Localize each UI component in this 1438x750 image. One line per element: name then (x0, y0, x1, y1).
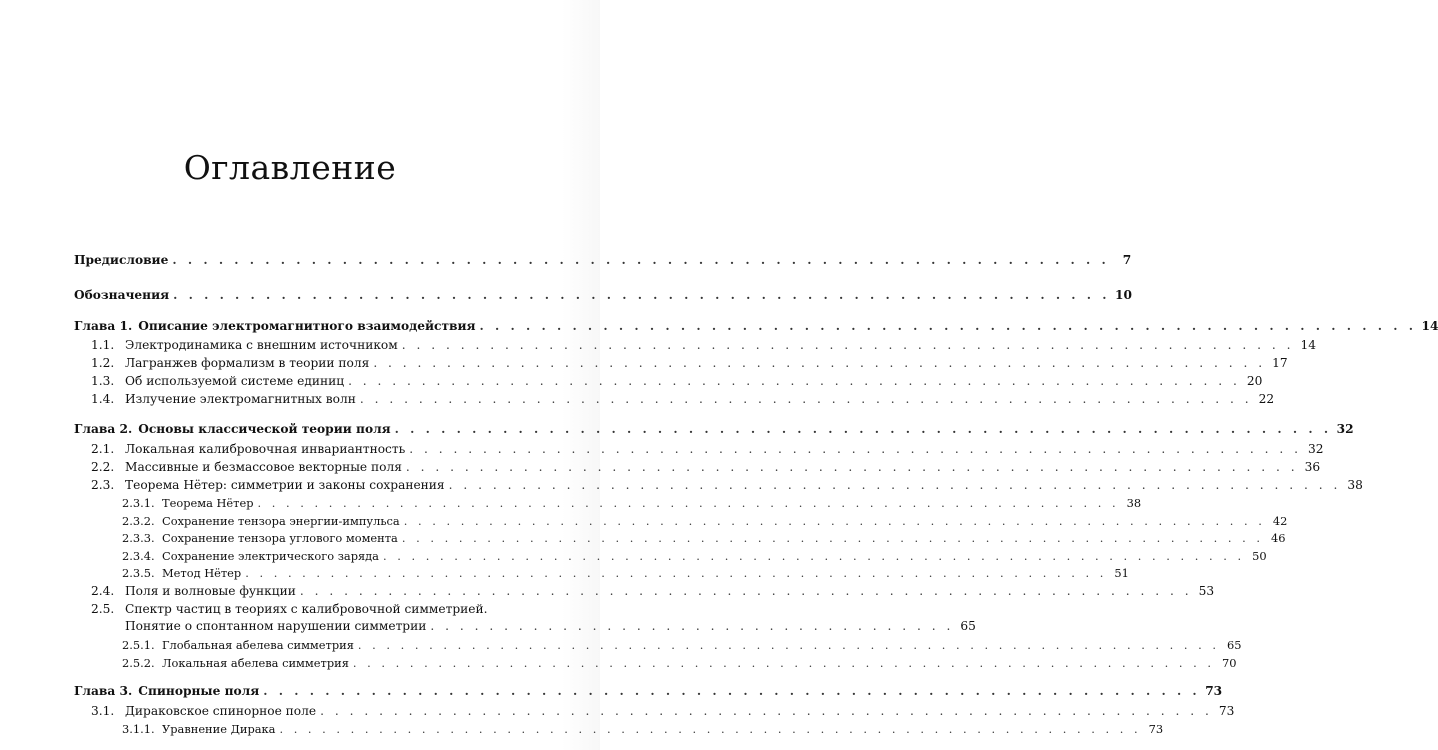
section-number: 1.4. (91, 392, 115, 406)
leader-dots (259, 684, 1204, 698)
toc-page: 36 (1304, 460, 1321, 474)
toc-label: Лагранжев формализм в теории поля (125, 356, 370, 370)
leader-dots (369, 356, 1269, 370)
toc-label: Обозначения (74, 288, 170, 302)
subsection-number: 2.5.2. (122, 656, 155, 670)
toc-label-line-2: Понятие о спонтанном нарушении симметрии (125, 619, 427, 633)
toc-page: 38 (1347, 478, 1363, 492)
toc-label: Уравнение Дирака (162, 722, 276, 736)
page-title: Оглавление (183, 148, 397, 187)
toc-page: 10 (1115, 288, 1133, 302)
leader-dots (344, 374, 1244, 388)
toc-section-3-1[interactable] (91, 704, 1235, 718)
section-number: 2.1. (91, 442, 115, 456)
toc-page: 50 (1252, 549, 1267, 563)
leader-dots (354, 638, 1224, 652)
toc-label: Основы классической теории поля (138, 422, 391, 436)
toc-section-1-3[interactable] (91, 374, 1263, 388)
toc-subsection-2-3-1[interactable] (122, 496, 1142, 510)
section-number: 3.1. (91, 704, 115, 718)
toc-page: 46 (1270, 531, 1286, 545)
toc-chapter-2[interactable] (74, 422, 1354, 436)
leader-dots (168, 253, 1113, 267)
toc-label-line-2-row (125, 619, 976, 633)
toc-label: Дираковское спинорное поле (125, 704, 317, 718)
chapter-number: Глава 3. (74, 684, 133, 698)
leader-dots (398, 338, 1298, 352)
toc-label: Глобальная абелева симметрия (162, 638, 354, 652)
leader-dots (426, 619, 958, 633)
toc-page: 32 (1336, 422, 1354, 436)
toc-section-2-3[interactable] (91, 478, 1363, 492)
leader-dots (254, 496, 1124, 510)
toc-page: 70 (1222, 656, 1237, 670)
toc-page: 51 (1114, 566, 1129, 580)
toc-label: Спинорные поля (138, 684, 260, 698)
subsection-number: 2.3.5. (122, 566, 155, 580)
leader-dots (400, 514, 1270, 528)
toc-label: Локальная калибровочная инвариантность (125, 442, 406, 456)
toc-label: Описание электромагнитного взаимодействия (138, 319, 476, 333)
leader-dots (241, 566, 1111, 580)
toc-page: 42 (1272, 514, 1288, 528)
toc-label: Электродинамика с внешним источником (125, 338, 398, 352)
toc-section-2-2[interactable] (91, 460, 1321, 474)
subsection-number: 2.3.3. (122, 531, 155, 545)
toc-label: Об используемой системе единиц (125, 374, 345, 388)
toc-page: 14 (1421, 319, 1438, 333)
toc-page: 38 (1126, 496, 1142, 510)
leader-dots (402, 460, 1302, 474)
toc-page: 53 (1198, 584, 1215, 598)
leader-dots (169, 288, 1114, 302)
section-number: 1.1. (91, 338, 115, 352)
toc-subsection-2-3-4[interactable] (122, 549, 1267, 563)
toc-label: Поля и волновые функции (125, 584, 296, 598)
toc-page: 65 (1227, 638, 1242, 652)
toc-page: 7 (1122, 253, 1132, 267)
toc-page: 32 (1308, 442, 1324, 456)
toc-chapter-1[interactable] (74, 319, 1438, 333)
subsection-number: 2.5.1. (122, 638, 155, 652)
leader-dots (349, 656, 1219, 670)
toc-subsection-2-3-5[interactable] (122, 566, 1129, 580)
toc-page: 20 (1246, 374, 1263, 388)
leader-dots (445, 478, 1345, 492)
toc-label: Массивные и безмассовое векторные поля (125, 460, 402, 474)
toc-page: 73 (1218, 704, 1235, 718)
toc-label: Теорема Нётер: симметрии и законы сохранения (125, 478, 445, 492)
leader-dots (398, 531, 1268, 545)
leader-dots (476, 319, 1421, 333)
toc-label: Сохранение тензора энергии-импульса (162, 514, 400, 528)
section-number: 1.2. (91, 356, 115, 370)
toc-section-1-4[interactable] (91, 392, 1275, 406)
toc-label: Предисловие (74, 253, 169, 267)
section-number: 2.5. (91, 602, 115, 616)
toc-subsection-2-5-1[interactable] (122, 638, 1242, 652)
toc-chapter-3[interactable] (74, 684, 1223, 698)
toc-label-line-1: Спектр частиц в теориях с калибровочной симметрией. (125, 602, 488, 616)
leader-dots (296, 584, 1196, 598)
toc-subsection-2-5-2[interactable] (122, 656, 1237, 670)
subsection-number: 2.3.1. (122, 496, 155, 510)
chapter-number: Глава 2. (74, 422, 133, 436)
toc-page: 73 (1148, 722, 1164, 736)
toc-label: Излучение электромагнитных волн (125, 392, 356, 406)
toc-label: Сохранение электрического заряда (162, 549, 379, 563)
leader-dots (379, 549, 1249, 563)
toc-page: 22 (1258, 392, 1275, 406)
section-number: 1.3. (91, 374, 115, 388)
toc-label: Метод Нётер (162, 566, 242, 580)
toc-subsection-3-1-1[interactable] (122, 722, 1164, 736)
leader-dots (356, 392, 1256, 406)
chapter-number: Глава 1. (74, 319, 133, 333)
toc-label: Теорема Нётер (162, 496, 254, 510)
section-number: 2.2. (91, 460, 115, 474)
toc-label: Сохранение тензора углового момента (162, 531, 398, 545)
section-number: 2.4. (91, 584, 115, 598)
toc-section-1-2[interactable] (91, 356, 1288, 370)
leader-dots (405, 442, 1305, 456)
toc-page: 73 (1205, 684, 1223, 698)
toc-section-2-5[interactable] (91, 602, 976, 636)
toc-section-2-1[interactable] (91, 442, 1324, 456)
toc-section-2-4[interactable] (91, 584, 1215, 598)
toc-page: 14 (1300, 338, 1317, 352)
toc-entry-notation[interactable] (74, 288, 1133, 302)
leader-dots (391, 422, 1336, 436)
toc-label: Локальная абелева симметрия (162, 656, 349, 670)
toc-page: 17 (1272, 356, 1288, 370)
toc-subsection-2-3-3[interactable] (122, 531, 1286, 545)
toc-entry-preface[interactable] (74, 253, 1132, 267)
section-number: 2.3. (91, 478, 115, 492)
subsection-number: 2.3.2. (122, 514, 155, 528)
toc-subsection-2-3-2[interactable] (122, 514, 1288, 528)
leader-dots (316, 704, 1216, 718)
leader-dots (275, 722, 1145, 736)
toc-page: 65 (960, 619, 976, 633)
toc-section-1-1[interactable] (91, 338, 1317, 352)
subsection-number: 3.1.1. (122, 722, 155, 736)
subsection-number: 2.3.4. (122, 549, 155, 563)
